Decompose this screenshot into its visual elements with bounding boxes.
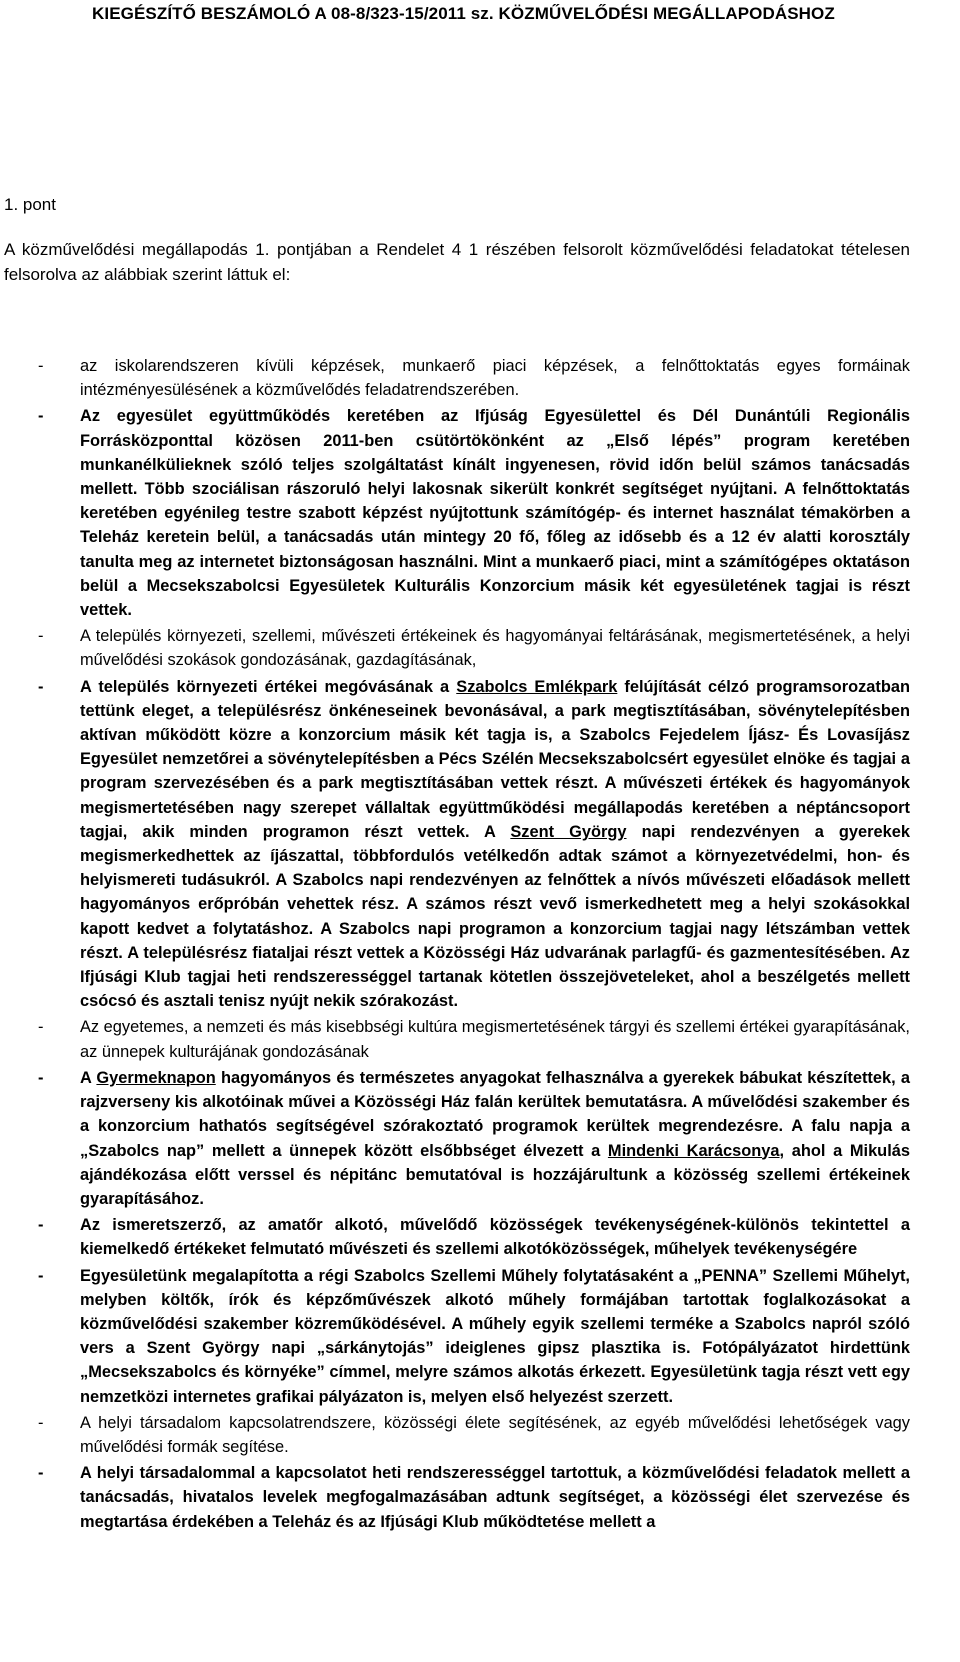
list-item-text: Az ismeretszerző, az amatőr alkotó, művelődő közösségek tevékenységének-különös tekintettel a kiemelkedő értékeket felmutató művészeti és szellemi alkotóközösségek, műhelyek tevékenységére bbox=[80, 1216, 910, 1259]
list-dash: - bbox=[38, 627, 44, 646]
list-item bbox=[0, 404, 960, 622]
list-dash: - bbox=[38, 357, 44, 375]
list-dash: - bbox=[38, 1464, 44, 1483]
list-item bbox=[0, 1066, 960, 1211]
list-dash: - bbox=[38, 1018, 44, 1037]
list-dash: - bbox=[38, 1413, 44, 1432]
list-item-text: felújítását célzó programsorozatban tettünk eleget, a településrész önkéneseinek bevonásával, a park megtisztításában, sövénytelepítésben aktívan működött közre a konzorcium másik két tagja is, a Szabolcs Fejedelem Íjász- És Lovasíjász Egyesület nemzetőrei a sövénytelepítésben a Pécs Szélén Mecsekszabolcsért egyesület elnöke és tagjai a program szervezésében és a park megtisztításában vettek részt. A művészeti értékek és hagyományok megismertetésében nagy szerepet vállaltak együttműködési megállapodás keretében a néptáncsoport tagjai, akik minden programon részt vettek. A bbox=[80, 677, 910, 841]
list-item-text: Az egyetemes, a nemzeti és más kisebbségi kultúra megismertetésének tárgyi és szellemi értékei gyarapításának, az ünnepek kulturájának gondozásának bbox=[80, 1018, 910, 1061]
underlined-term: Mindenki Karácsonya bbox=[607, 1141, 780, 1160]
section-point-label: 1. pont bbox=[4, 195, 56, 214]
list-item-text: az iskolarendszeren kívüli képzések, munkaerő piaci képzések, a felnőttoktatás egyes formáinak intézményesülésének a közművelődés feladatrendszerében. bbox=[80, 357, 910, 400]
list-item bbox=[0, 1213, 960, 1261]
list-item-text: A helyi társadalommal a kapcsolatot heti rendszerességgel tartottuk, a közművelődési feladatok mellett a tanácsadás, hivatalos levelek megfogalmazásában adtunk segítséget, a közösségi élet szervezése és megtartása érdekében a Teleház és az Ifjúsági Klub működtetése mellett a bbox=[80, 1464, 910, 1531]
intro-paragraph: A közművelődési megállapodás 1. pontjában a Rendelet 4 1 részében felsorolt közművelődési feladatokat tételesen felsorolva az alábbiak szerint láttuk el: bbox=[4, 240, 910, 284]
list-dash: - bbox=[38, 1266, 44, 1285]
list-item bbox=[0, 1411, 960, 1459]
list-item-text: Az egyesület együttműködés keretében az Ifjúság Egyesülettel és Dél Dunántúli Regionális Forrásközponttal közösen 2011-ben csütörtökönként az „Első lépés” program keretében munkanélkülieknek szóló teljes szolgáltatást kínált ingyenesen, rövid időn belül számos tanácsadás mellett. Több szociálisan rászoruló helyi lakosnak sikerült konkrét segítséget nyújtani. A felnőttoktatás keretében egyénileg testre szabott képzést nyújtottunk számítógép- és internet használat témakörben a Teleház keretein belül, a tanácsadás után mintegy 20 fő, főleg az idősebb és a 12 év alatti korosztály tanulta meg az internetet biztonságosan használni. Mint a munkaerő piaci, mint a számítógépes oktatáson belül a Mecsekszabolcsi Egyesületek Kulturális Konzorcium másik két egyesületének tagjai is részt vettek. bbox=[80, 407, 910, 620]
list-item bbox=[0, 1264, 960, 1409]
task-list bbox=[0, 354, 960, 1534]
list-item-text: A bbox=[80, 1068, 97, 1087]
list-item-text: A település környezeti értékei megóvásának a bbox=[80, 677, 457, 696]
underlined-term: Gyermeknapon bbox=[96, 1068, 216, 1087]
list-item-text: napi rendezvényen a gyerekek megismerkedhettek az íjászattal, többfordulós vetélkedőn adtak számot a környezetvédelmi, hon- és helyismereti tudásukról. A Szabolcs napi rendezvényen az felnőttek a nívós művészeti előadások mellett hagyományos erőpróbán vehettek rész. A számos részt vevő ismerkedhetett meg a helyi szokásokkal kapott kedvet a folytatáshoz. A Szabolcs napi programon a konzorcium tagjai nagy létszámban vettek részt. A településrész fiataljai részt vettek a Közösségi Ház udvarának parlagfű- és gazmentesítésében. Az Ifjúsági Klub tagjai heti rendszerességgel tartanak kötetlen összejöveteleket, ahol a beszélgetés mellett csócsó és asztali tenisz nyújt nekik szórakozást. bbox=[80, 822, 910, 1011]
list-dash: - bbox=[38, 677, 44, 696]
list-dash: - bbox=[38, 1068, 44, 1087]
list-item bbox=[0, 675, 960, 1014]
list-item bbox=[0, 624, 960, 672]
list-item bbox=[0, 354, 960, 402]
list-item-text: , ahol a Mikulás ajándékozása előtt verssel és népitánc bemutatóval is hozzájárultunk a közösség szellemi értékeinek gyarapításához. bbox=[80, 1141, 910, 1208]
list-item-text: Egyesületünk megalapította a régi Szabolcs Szellemi Műhely folytatásaként a „PENNA” Szellemi Műhelyt, melyben költők, írók és képzőművészek alkotó műhely formájában tartottak foglalkozásokat a közművelődési szakember közreműködésével. A műhely egyik szellemi terméke a Szabolcs napról szóló vers a Szent György napi „sárkánytojás” ideiglenes gipsz plasztika is. Fotópályázatot hirdettünk „Mecsekszabolcs és környéke” címmel, melyre számos alkotás érkezett. Egyesületünk tagja részt vett egy nemzetközi internetes grafikai pályázaton is, melyen első helyezést szerzett. bbox=[80, 1266, 910, 1406]
list-dash: - bbox=[38, 1216, 44, 1235]
underlined-term: Szabolcs Emlékpark bbox=[456, 677, 618, 696]
list-item-text: A helyi társadalom kapcsolatrendszere, közösségi élete segítésének, az egyéb művelődési lehetőségek vagy művelődési formák segítése. bbox=[80, 1413, 910, 1456]
list-item bbox=[0, 1015, 960, 1063]
document-header: KIEGÉSZÍTŐ BESZÁMOLÓ A 08-8/323-15/2011 sz. KÖZMŰVELŐDÉSI MEGÁLLAPODÁSHOZ bbox=[92, 4, 835, 23]
underlined-term: Szent György bbox=[510, 822, 627, 841]
list-item-text: hagyományos és természetes anyagokat felhasználva a gyerekek bábukat készítettek, a rajzverseny kis alkotóinak művei a Közösségi Ház falán kerültek bemutatásra. A művelődési szakember és a konzorcium hathatós segítségével szórakoztató programok kerültek megrendezésre. A falu napja a „Szabolcs nap” mellett a ünnepek között elsőbbséget élvezett a bbox=[80, 1068, 910, 1160]
list-dash: - bbox=[38, 407, 44, 426]
list-item bbox=[0, 1461, 960, 1534]
list-item-text: A település környezeti, szellemi, művészeti értékeinek és hagyományai feltárásának, megismertetésének, a helyi művelődési szokások gondozásának, gazdagításának, bbox=[80, 627, 910, 670]
